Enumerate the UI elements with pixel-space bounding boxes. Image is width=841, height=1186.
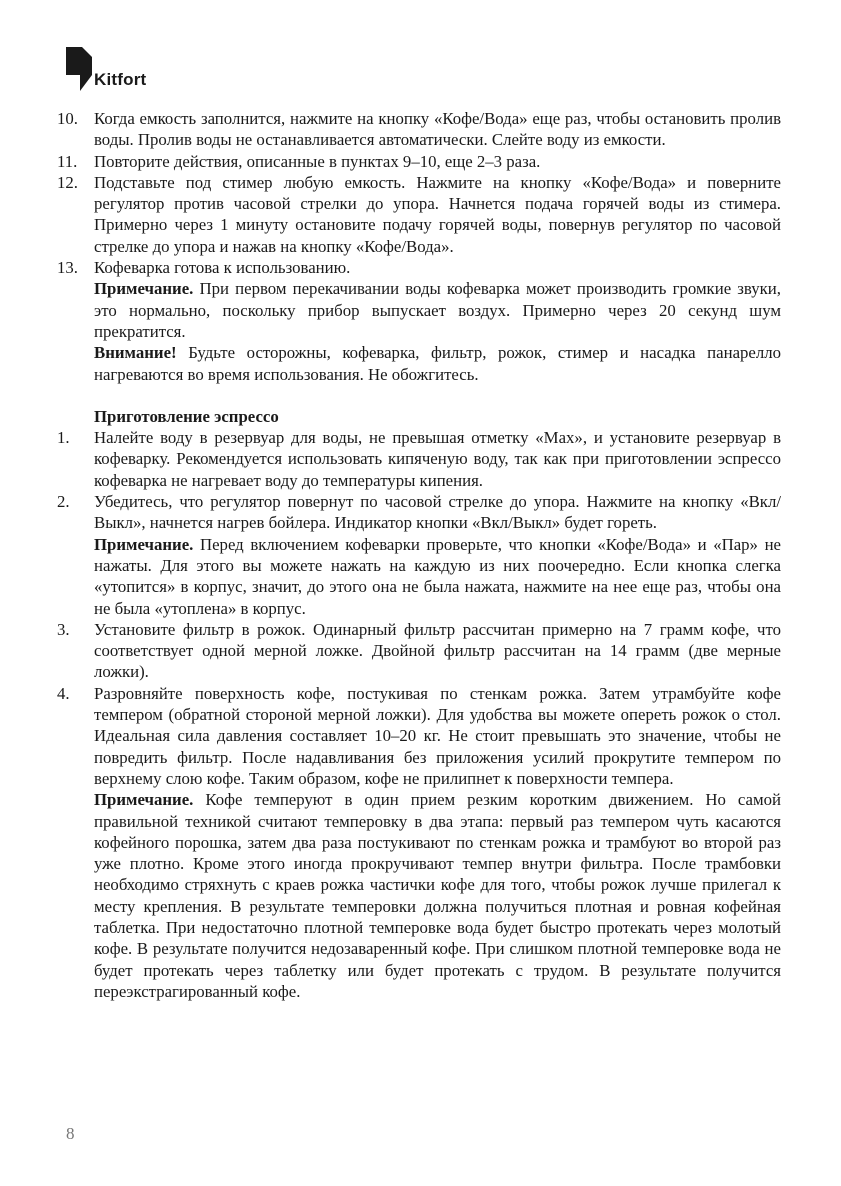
item-number: 13. — [57, 258, 78, 278]
item-text: Налейте воду в резервуар для воды, не превышая отметку «Max», и установите резервуар в кофеварку. Рекомендуется использовать кипяченую воду, так как при приготовлении эспрессо кофеварка не нагревает воду до температуры кипения. — [94, 428, 781, 490]
item-number: 1. — [57, 428, 70, 448]
list-item — [57, 491, 781, 534]
kitfort-logo-icon — [66, 47, 92, 91]
note-label: Примечание. — [94, 534, 194, 554]
note-label: Примечание. — [94, 790, 194, 810]
item-text: Установите фильтр в рожок. Одинарный фильтр рассчитан примерно на 7 грамм кофе, что соответствует одной мерной ложке. Двойной фильтр рассчитан на 14 грамм (две мерные ложки). — [94, 619, 781, 682]
brand-name: Kitfort — [94, 70, 147, 89]
note-paragraph — [57, 789, 781, 1002]
item-text: Когда емкость заполнится, нажмите на кнопку «Кофе/Вода» еще раз, чтобы остановить пролив воды. Пролив воды не останавливается автоматически. Слейте воду из емкости. — [94, 109, 781, 150]
item-text: Разровняйте поверхность кофе, постукивая по стенкам рожка. Затем утрамбуйте кофе темпером (обратной стороной мерной ложки). Для удобства вы можете опереть рожок о стол. Идеальная сила давления составляет 10–20 кг. Не стоит превышать это значение, чтобы не повредить фильтр. После надавливания без приложения усилий прокрутите темпером по верхнему слою кофе. Таким образом, кофе не прилипнет к поверхности темпера. — [94, 683, 781, 788]
instructions-text — [57, 108, 781, 1002]
item-number: 12. — [57, 172, 78, 192]
page-number: 8 — [66, 1124, 75, 1143]
item-number: 2. — [57, 492, 70, 512]
list-item — [57, 172, 781, 257]
item-text: Убедитесь, что регулятор повернут по часовой стрелке до упора. Нажмите на кнопку «Вкл/Выкл», начнется нагрев бойлера. Индикатор кнопки «Вкл/Выкл» будет гореть. — [94, 492, 781, 533]
list-item — [57, 257, 781, 278]
list-item — [57, 151, 781, 172]
kitfort-logo — [66, 47, 146, 91]
item-text: Подставьте под стимер любую емкость. Нажмите на кнопку «Кофе/Вода» и поверните регулятор против часовой стрелки до упора. Начнется подача горячей воды из стимера. Примерно через 1 минуту остановите подачу горячей воды, повернув регулятор по часовой стрелке до упора и нажав на кнопку «Кофе/Вода». — [94, 172, 781, 256]
item-number: 3. — [57, 619, 70, 639]
section-heading: Приготовление эспрессо — [94, 406, 279, 426]
list-item — [57, 619, 781, 683]
note-label: Примечание. — [94, 279, 194, 299]
note-paragraph — [57, 278, 781, 342]
note-text: Кофе темперуют в один прием резким коротким движением. Но самой правильной техникой считают темперовку в два этапа: первый раз темпером чуть касаются кофейного порошка, затем два раза постукивают по стенкам рожка и трамбуют во второй раз уже плотно. Кроме этого иногда прокручивают темпер внутри фильтра. После трамбовки необходимо стряхнуть с краев рожка частички кофе для того, чтобы рожок лучше прилегал к месту крепления. В результате темперовки должна получиться плотная и ровная кофейная таблетка. При недостаточно плотной темперовке вода будет быстро протекать через молотый кофе. В результате получится недозаваренный кофе. При слишком плотной темперовке вода не будет протекать через таблетку или будет протекать с трудом. В результате получится переэкстрагированный кофе. — [94, 790, 781, 1001]
item-number: 4. — [57, 683, 70, 703]
item-text: Повторите действия, описанные в пунктах 9–10, еще 2–3 раза. — [94, 151, 541, 171]
list-item — [57, 683, 781, 789]
note-text: Перед включением кофеварки проверьте, что кнопки «Кофе/Вода» и «Пар» не нажаты. Для этого вы можете нажать на каждую из них поочередно. Если кнопка слегка «утопится» в корпус, значит, до этого она не была нажата, нажмите на нее еще раз, чтобы она не была «утоплена» в корпус. — [94, 534, 781, 618]
warning-text: Будьте осторожны, кофеварка, фильтр, рожок, стимер и насадка панарелло нагреваются во время использования. Не обожгитесь. — [94, 343, 781, 384]
item-text: Кофеварка готова к использованию. — [94, 258, 351, 278]
list-item — [57, 108, 781, 151]
list-item — [57, 427, 781, 491]
note-text: При первом перекачивании воды кофеварка может производить громкие звуки, это нормально, поскольку прибор выпускает воздух. Примерно через 20 секунд шум прекратится. — [94, 279, 781, 341]
item-number: 11. — [57, 151, 78, 171]
note-paragraph — [57, 534, 781, 619]
warning-paragraph — [57, 342, 781, 385]
item-number: 10. — [57, 109, 78, 128]
warning-label: Внимание! — [94, 343, 177, 363]
